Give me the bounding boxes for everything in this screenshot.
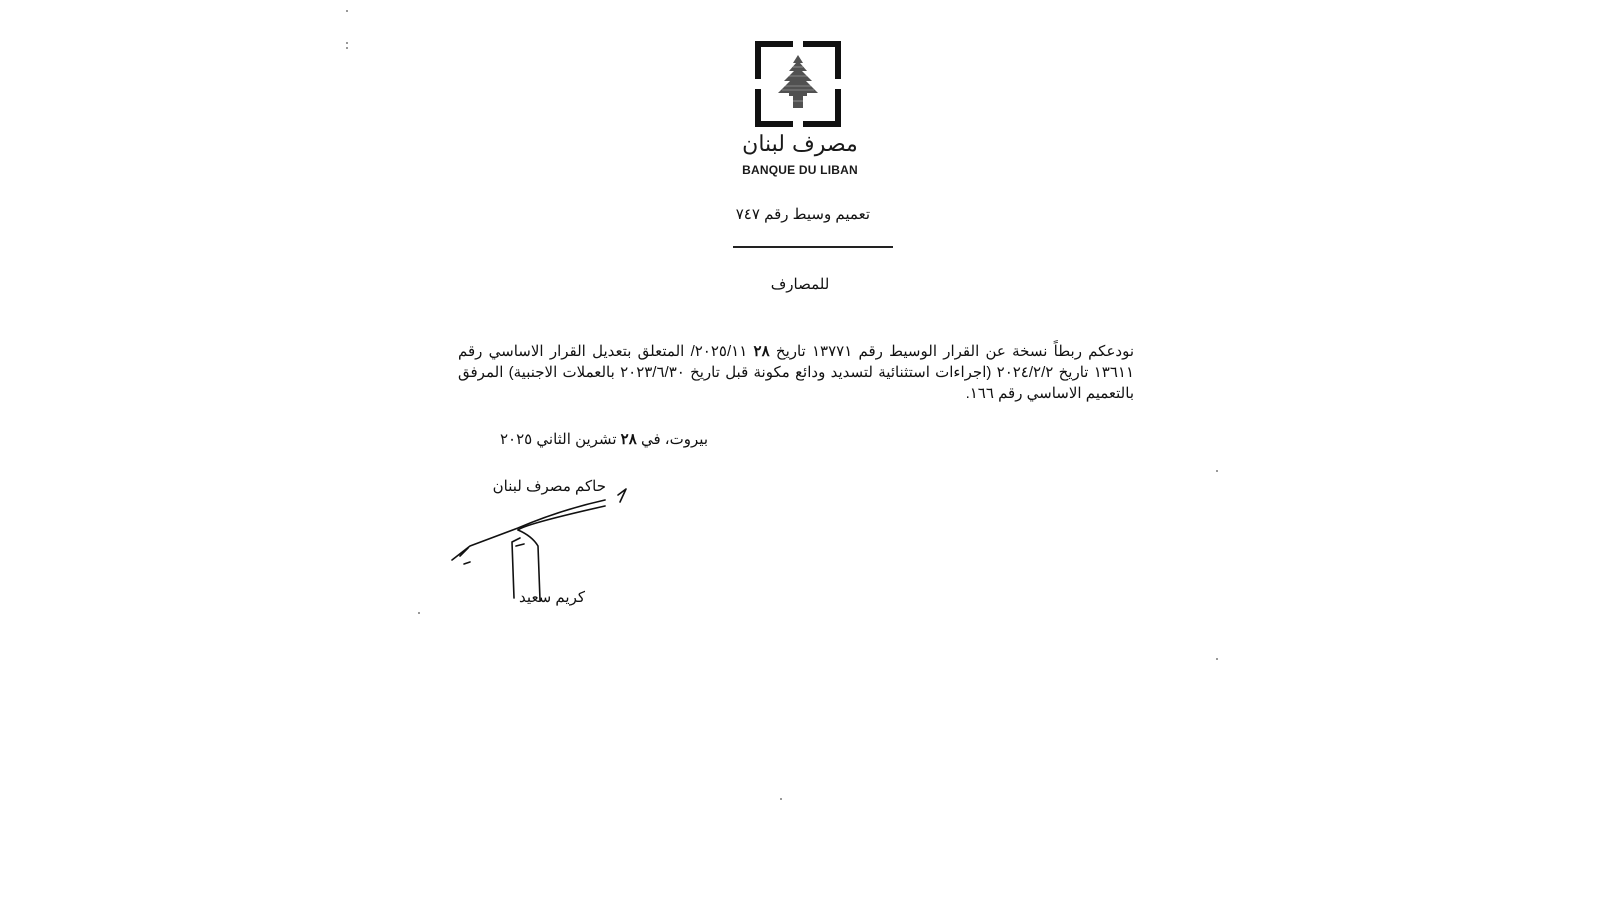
date-day: ٢٨ — [620, 431, 637, 448]
date-suffix: تشرين الثاني ٢٠٢٥ — [499, 431, 621, 448]
signatory-title: حاكم مصرف لبنان — [492, 478, 606, 495]
date-line — [458, 430, 708, 448]
scan-speck — [1216, 470, 1218, 472]
circular-title: تعميم وسيط رقم ٧٤٧ — [735, 206, 870, 223]
bank-name-arabic: مصرف لبنان — [742, 132, 858, 157]
scan-speck — [418, 612, 420, 614]
body-text-part1: نودعكم ربطاً نسخة عن القرار الوسيط رقم ١٣٧٧١ تاريخ — [769, 343, 1135, 360]
scan-speck — [346, 47, 348, 49]
title-underline — [733, 246, 893, 248]
scan-speck — [346, 10, 348, 12]
signatory-name: كريم سعيد — [519, 589, 585, 606]
body-paragraph — [458, 341, 1134, 404]
cedar-tree-logo-icon — [755, 41, 841, 127]
date-prefix: بيروت، في — [636, 431, 708, 448]
body-date-day: ٢٨ — [753, 343, 770, 360]
scan-speck — [780, 798, 782, 800]
scan-speck — [1216, 658, 1218, 660]
scan-speck — [346, 42, 348, 44]
body-text-part2: ٢٠٢٥/١١/ المتعلق بتعديل القرار الاساسي رقم ١٣٦١١ تاريخ ٢٠٢٤/٢/٢ (اجراءات استثنائية لتسديد ودائع مكونة قبل تاريخ ٢٠٢٣/٦/٣٠ بالعملات الاجنبية) المرفق بالتعميم الاساسي رقم ١٦٦. — [458, 343, 1135, 402]
addressee: للمصارف — [770, 276, 830, 293]
bank-name-english: BANQUE DU LIBAN — [742, 163, 858, 177]
